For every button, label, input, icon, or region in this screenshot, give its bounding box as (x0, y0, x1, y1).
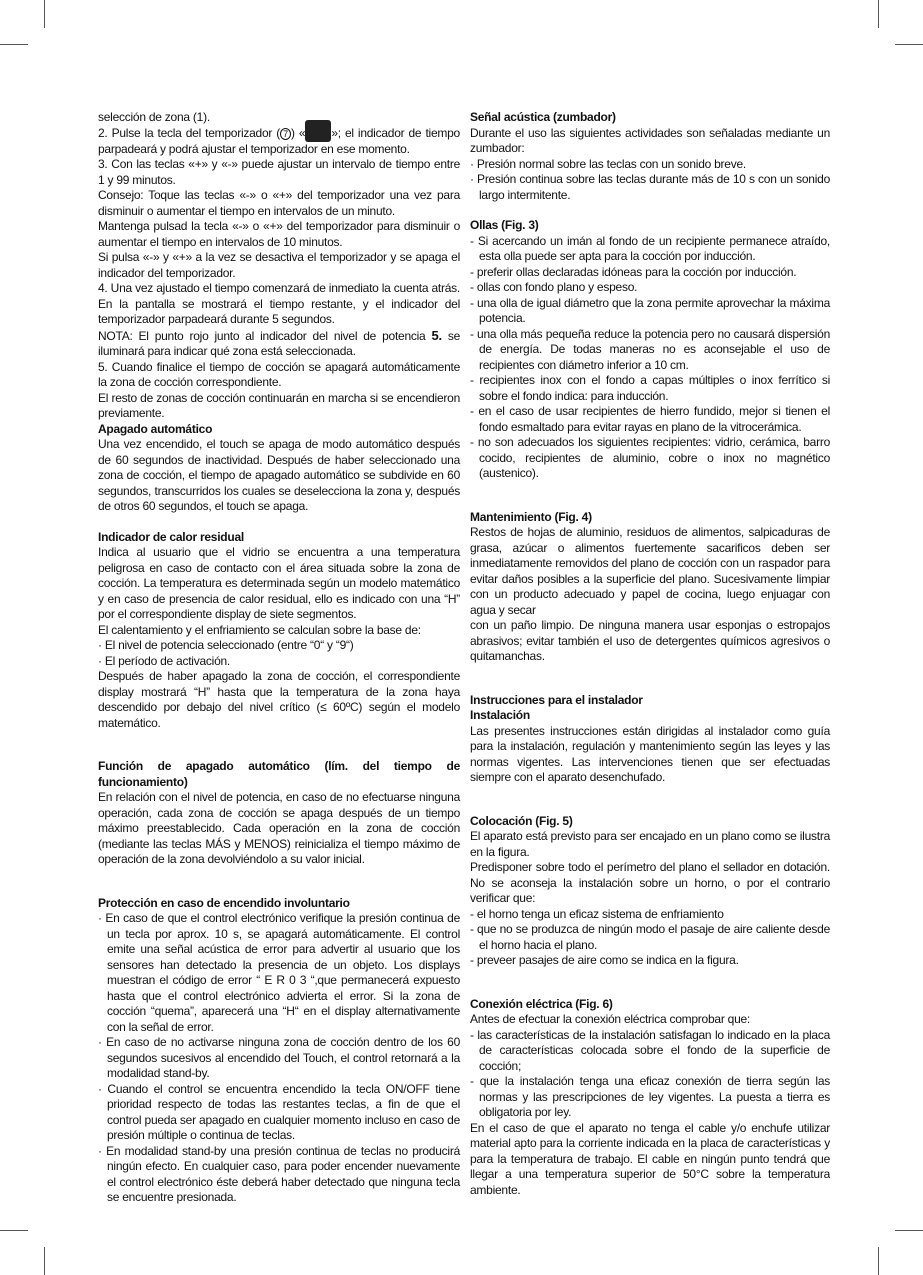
text: 2. Pulse la tecla del temporizador ( (98, 125, 281, 140)
crop-mark (878, 0, 879, 28)
right-column (470, 110, 830, 1198)
text: »; el indicador de tiempo parpadeará y podrá ajustar el temporizador en ese momento. (98, 125, 460, 156)
paragraph: Mantenga pulsad la tecla «-» o «+» del temporizador para disminuir o aumentar el tiempo en intervalos de 10 minutos. (98, 219, 460, 249)
paragraph: En relación con el nivel de potencia, en caso de no efectuarse ninguna operación, cada zona de cocción se apaga después de un tiempo máximo preestablecido. Cada operación en la zona de cocción (mediante las teclas MÁS y MENOS) reinicializa el tiempo máximo de operación de la zona devolviéndolo a su valor inicial. (98, 790, 460, 866)
crop-mark (44, 0, 45, 28)
list-item: - recipientes inox con el fondo a capas múltiples o inox ferrítico si sobre el fondo indica: para inducción. (470, 373, 830, 403)
list-item: - que no se produzca de ningún modo el pasaje de aire caliente desde el horno hacia el plano. (470, 922, 830, 952)
list-item: - preferir ollas declaradas idóneas para la cocción por inducción. (470, 264, 797, 279)
timer-key-icon (305, 120, 331, 142)
section-heading: Instalación (470, 708, 530, 722)
section-heading: Colocación (Fig. 5) (470, 813, 573, 828)
list-item: - no son adecuados los siguientes recipientes: vidrio, cerámica, barro cocido, recipientes de aluminio, cobre o inox no magnético (austenico). (470, 435, 830, 480)
section-heading: Protección en caso de encendido involuntario (98, 895, 350, 910)
paragraph: selección de zona (1). (98, 110, 210, 124)
list-item: - una olla de igual diámetro que la zona permite aprovechar la máxima potencia. (470, 295, 830, 325)
paragraph: En el caso de que el aparato no tenga el cable y/o enchufe utilizar material apto para la corriente indicada en la placa de características y para la temperatura de trabajo. El cable en ningún punto tendrá que llegar a una temperatura superior de 50°C sobre la temperatura ambiente. (470, 1120, 830, 1197)
list-item: · El período de activación. (98, 653, 230, 668)
paragraph: Una vez encendido, el touch se apaga de modo automático después de 60 segundos de inactividad. Después de haber seleccionado una zona de cocción, el tiempo de apagado automático se subdivide en 60 segundos, transcurridos los cuales se deselecciona la zona y, después de otros 60 segundos, el touch se apaga. (98, 437, 460, 513)
list-item: - una olla más pequeña reduce la potencia pero no causará dispersión de energía. De todas maneras no es aconsejable el uso de recipientes con diámetro inferior a 10 cm. (470, 326, 830, 372)
paragraph-timer-step (98, 126, 460, 158)
paragraph: Antes de efectuar la conexión eléctrica comprobar que: (470, 1012, 751, 1026)
paragraph: Si pulsa «-» y «+» a la vez se desactiva el temporizador y se apaga el indicador del temporizador. (98, 250, 460, 280)
paragraph: Restos de hojas de aluminio, residuos de alimentos, salpicaduras de grasa, azúcar o alimentos fuertemente sacarificos deben ser inmediatamente removidos del plano de cocción con un raspador para evitar daños posibles a la superficie del plano. Sucesivamente limpiar con un producto adecuado y papel de cocina, luego enjuagar con agua y secar (470, 525, 830, 617)
text: ) « (291, 125, 306, 140)
section-heading: Señal acústica (zumbador) (470, 110, 616, 124)
section-heading: Instrucciones para el instalador (470, 692, 643, 707)
paragraph: Indica al usuario que el vidrio se encuentra a una temperatura peligrosa en caso de contacto con el área situada sobre la zona de cocción. La temperatura es determinada según un modelo matemático y en caso de presencia de calor residual, ello es indicado con una “H” por el correspondiente display de siete segmentos. (98, 545, 460, 621)
paragraph: El aparato está previsto para ser encajado en un plano como se ilustra en la figura. (470, 829, 830, 859)
crop-mark (895, 1230, 923, 1231)
paragraph-note (98, 328, 460, 360)
power-level-icon: 5. (431, 327, 442, 343)
list-item: - que la instalación tenga una eficaz conexión de tierra según las normas y las prescripciones de ley vigentes. La puesta a tierra es obligatoria por ley. (470, 1074, 830, 1119)
crop-mark (878, 1247, 879, 1275)
paragraph: Predisponer sobre todo el perímetro del plano el sellador en dotación. No se aconseja la instalación sobre un horno, o por el contrario verificar que: (470, 860, 830, 905)
list-item: · En caso de que el control electrónico verifique la presión continua de un tecla por aprox. 10 s, se apagará automáticamente. El control emite una señal acústica de error para advertir al usuario que los sensores han detectado la presencia de un objeto. Los displays muestran el código de error “ E R 0 3 “,que permanecerá expuesto hasta que el control electrónico advierta el error. Si la zona de cocción “quema”, aparecerá una “H“ en el display alternativamente con la señal de error. (98, 911, 460, 1034)
crop-mark (0, 44, 28, 45)
list-item: - ollas con fondo plano y espeso. (470, 280, 638, 294)
text: NOTA: El punto rojo junto al indicador del nivel de potencia (98, 328, 432, 343)
paragraph: 5. Cuando finalice el tiempo de cocción se apagará automáticamente la zona de cocción correspondiente. (98, 359, 460, 389)
crop-mark (895, 44, 923, 45)
section-heading: Apagado automático (98, 421, 213, 436)
paragraph: Después de haber apagado la zona de cocción, el correspondiente display mostrará “H” hasta que la temperatura de la zona haya descendido por debajo del nivel crítico (≤ 60ºC) según el modelo matemático. (98, 669, 460, 730)
paragraph: El calentamiento y el enfriamiento se calculan sobre la base de: (98, 622, 421, 637)
list-item: - el horno tenga un eficaz sistema de enfriamiento (470, 906, 724, 921)
crop-mark (44, 1247, 45, 1275)
list-item: · Presión continua sobre las teclas durante más de 10 s con un sonido largo intermitente. (470, 172, 830, 202)
list-item: · Cuando el control se encuentra encendido la tecla ON/OFF tiene prioridad respecto de todas las restantes teclas, a fin de que el control pueda ser apagado en cualquier momento incluso en caso de presión múltiple o continua de teclas. (98, 1081, 460, 1142)
left-column (98, 110, 460, 1206)
list-item: · Presión normal sobre las teclas con un sonido breve. (470, 156, 746, 171)
circled-number: 7 (280, 128, 291, 140)
list-item: - en el caso de usar recipientes de hierro fundido, mejor si tienen el fondo esmaltado para evitar rayas en plano de la vitrocerámica. (470, 404, 830, 434)
list-item: · En caso de no activarse ninguna zona de cocción dentro de los 60 segundos sucesivos al encendido del Touch, el control retornará a la modalidad stand-by. (98, 1035, 460, 1080)
paragraph: con un paño limpio. De ninguna manera usar esponjas o estropajos abrasivos; evitar también el uso de detergentes químicos agresivos o quitamanchas. (470, 618, 830, 663)
section-heading: Mantenimiento (Fig. 4) (470, 509, 592, 524)
section-heading: Indicador de calor residual (98, 529, 244, 544)
list-item: - Si acercando un imán al fondo de un recipiente permanece atraído, esta olla puede ser apta para la cocción por inducción. (470, 233, 830, 263)
list-item: - las características de la instalación satisfagan lo indicado en la placa de características colocada sobre el fondo de la superficie de cocción; (470, 1027, 830, 1073)
section-heading: Ollas (Fig. 3) (470, 218, 539, 232)
paragraph: 3. Con las teclas «+» y «-» puede ajustar un intervalo de tiempo entre 1 y 99 minutos. (98, 157, 460, 187)
paragraph: 4. Una vez ajustado el tiempo comenzará de inmediato la cuenta atrás. En la pantalla se mostrará el tiempo restante, y el indicador del temporizador parpadeará durante 5 segundos. (98, 281, 460, 326)
list-item: - preveer pasajes de aire como se indica en la figura. (470, 953, 739, 967)
section-heading: Función de apagado automático (lím. del tiempo de funcionamiento) (98, 759, 460, 789)
paragraph: Las presentes instrucciones están dirigidas al instalador como guía para la instalación, regulación y mantenimiento según las leyes y las normas vigentes. Las intervenciones tienen que ser efectuadas siempre con el aparato desenchufado. (470, 723, 830, 784)
crop-mark (0, 1230, 28, 1231)
list-item: · En modalidad stand-by una presión continua de teclas no producirá ningún efecto. En cualquier caso, para poder encender nuevamente el control electrónico éste deberá haber detectado que ninguna tecla se encuentre presionada. (98, 1143, 460, 1204)
list-item: · El nivel de potencia seleccionado (entre “0“ y “9“) (98, 638, 354, 652)
paragraph: El resto de zonas de cocción continuarán en marcha si se encendieron previamente. (98, 390, 460, 420)
text: se iluminará para indicar qué zona está seleccionada. (98, 328, 460, 358)
paragraph: Durante el uso las siguientes actividades son señaladas mediante un zumbador: (470, 125, 830, 155)
paragraph: Consejo: Toque las teclas «-» o «+» del temporizador una vez para disminuir o aumentar el tiempo en intervalos de un minuto. (98, 188, 460, 218)
section-heading: Conexión eléctrica (Fig. 6) (470, 996, 613, 1011)
